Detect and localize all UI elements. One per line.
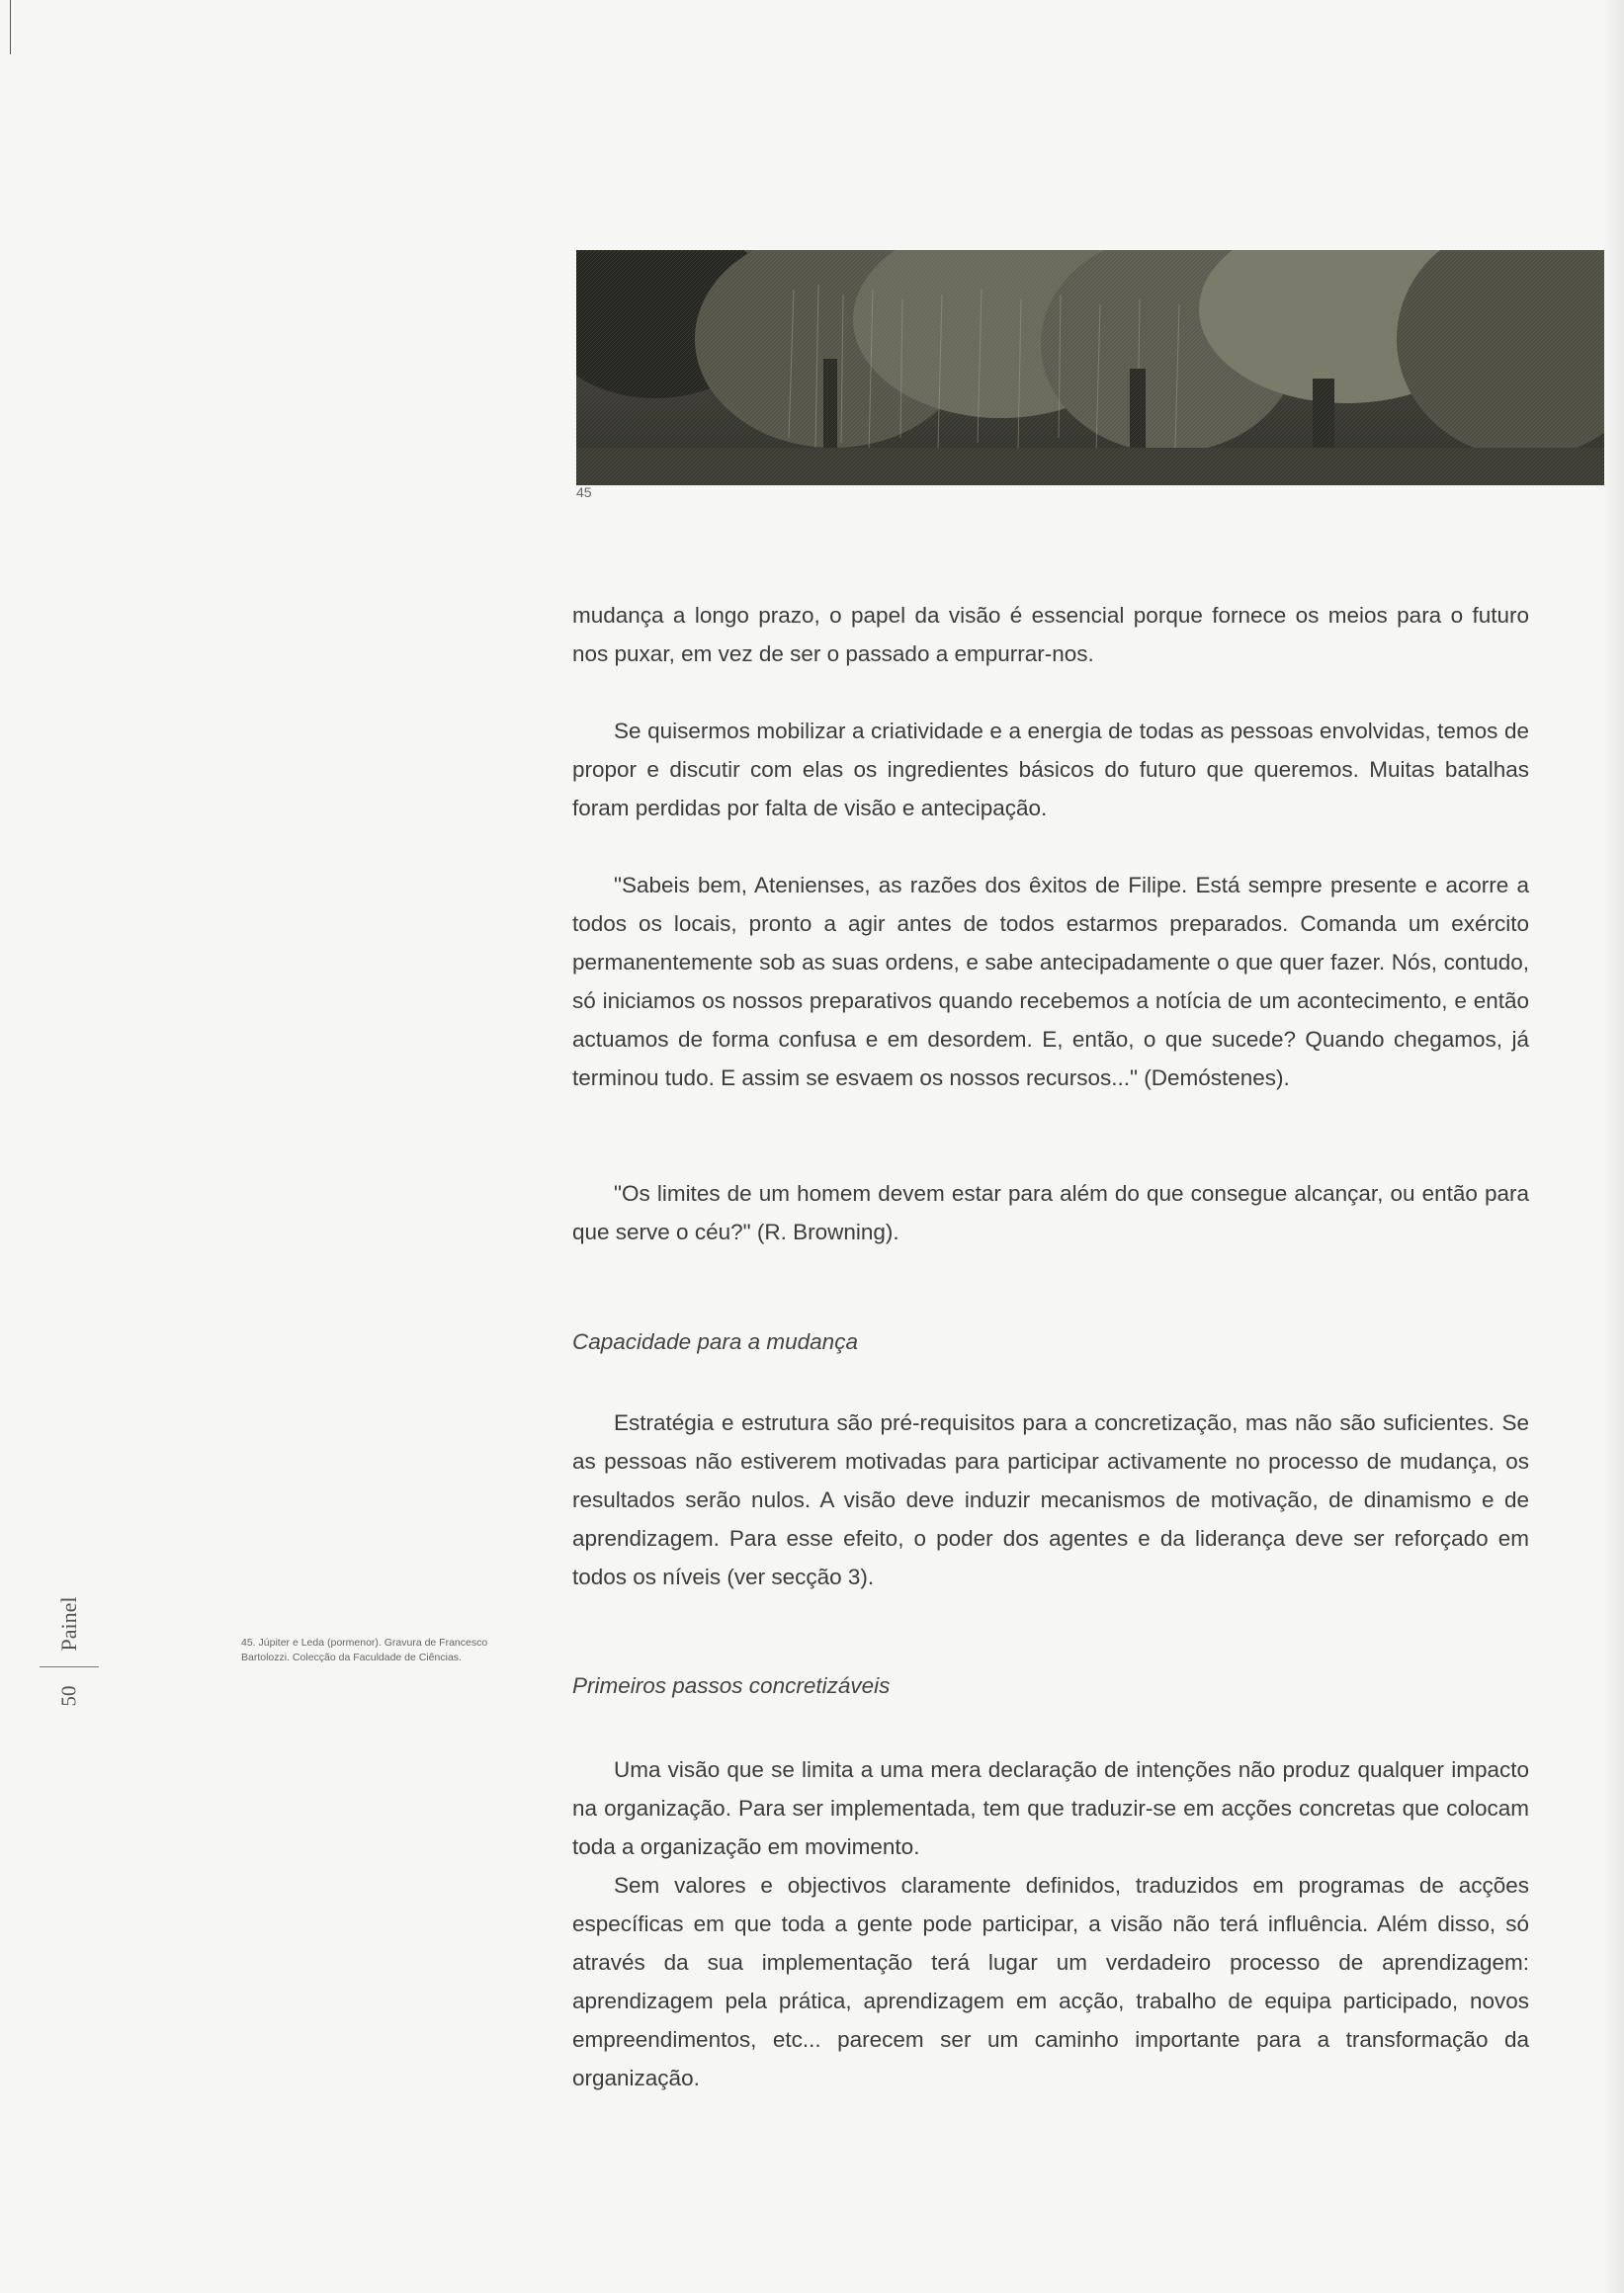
paragraph-text: Se quisermos mobilizar a criatividade e a energia de todas as pessoas envolvidas, temos de propor e discutir com elas os ingredientes básicos do futuro que queremos. Muitas batalhas foram perdidas por falta de visão e antecipação.	[572, 719, 1529, 820]
page-number: 50	[56, 1685, 81, 1707]
section-heading: Capacidade para a mudança	[572, 1329, 858, 1354]
quote-browning	[572, 1174, 1529, 1251]
engraving-illustration	[576, 250, 1604, 485]
quote-text: "Sabeis bem, Atenienses, as razões dos êxitos de Filipe. Está sempre presente e acorre a todos os locais, pronto a agir antes de todos estarmos preparados. Comanda um exército permanentemente sob as suas ordens, e sabe antecipadamente o que quer fazer. Nós, contudo, só iniciamos os nossos preparativos quando recebemos a notícia de um acontecimento, e então actuamos de forma confusa e em desordem. E, então, o que sucede? Quando chegamos, já terminou tudo. E assim se esvaem os nossos recursos..." (Demóstenes).	[572, 873, 1529, 1090]
paragraph-line: nos puxar, em vez de ser o passado a empurrar-nos.	[572, 641, 1094, 666]
quote-demostenes	[572, 866, 1529, 1097]
figure-number: 45	[576, 484, 592, 500]
section-heading: Primeiros passos concretizáveis	[572, 1673, 891, 1698]
paragraph	[572, 712, 1529, 827]
running-footer	[40, 1579, 99, 1718]
caption-line: Bartolozzi. Colecção da Faculdade de Ciências.	[241, 1652, 462, 1663]
section-label: Painel	[56, 1596, 81, 1652]
paragraph-text: Estratégia e estrutura são pré-requisitos para a concretização, mas não são suficientes. Se as pessoas não estiverem motivadas para participar activamente no processo de mudança, os resultados serão nulos. A visão deve induzir mecanismos de motivação, de dinamismo e de aprendizagem. Para esse efeito, o poder dos agentes e da liderança deve ser reforçado em todos os níveis (ver secção 3).	[572, 1410, 1529, 1589]
scan-edge-line	[10, 0, 11, 54]
paragraph-text: Uma visão que se limita a uma mera declaração de intenções não produz qualquer impacto na organização. Para ser implementada, tem que traduzir-se em acções concretas que colocam toda a organização em movimento.	[572, 1757, 1529, 1859]
paragraph-continuation	[572, 596, 1529, 673]
figure-caption	[241, 1636, 538, 1665]
section-paragraph	[572, 1403, 1529, 1596]
quote-text: "Os limites de um homem devem estar para além do que consegue alcançar, ou então para que serve o céu?" (R. Browning).	[572, 1181, 1529, 1244]
engraving-graphic	[576, 250, 1604, 485]
caption-line: 45. Júpiter e Leda (pormenor). Gravura de Francesco	[241, 1637, 488, 1649]
section-paragraph	[572, 1750, 1529, 2097]
divider	[40, 1666, 99, 1667]
paragraph-text: Sem valores e objectivos claramente definidos, traduzidos em programas de acções específicas em que toda a gente pode participar, a visão não terá influência. Além disso, só através da sua implementação terá lugar um verdadeiro processo de aprendizagem: aprendizagem pela prática, aprendizagem em acção, trabalho de equipa participado, novos empreendimentos, etc... parecem ser um caminho importante para a transformação da organização.	[572, 1873, 1529, 2090]
page-edge-shadow	[1602, 0, 1624, 2293]
paragraph-line: mudança a longo prazo, o papel da visão é essencial porque fornece os meios para o futuro	[572, 603, 1529, 628]
